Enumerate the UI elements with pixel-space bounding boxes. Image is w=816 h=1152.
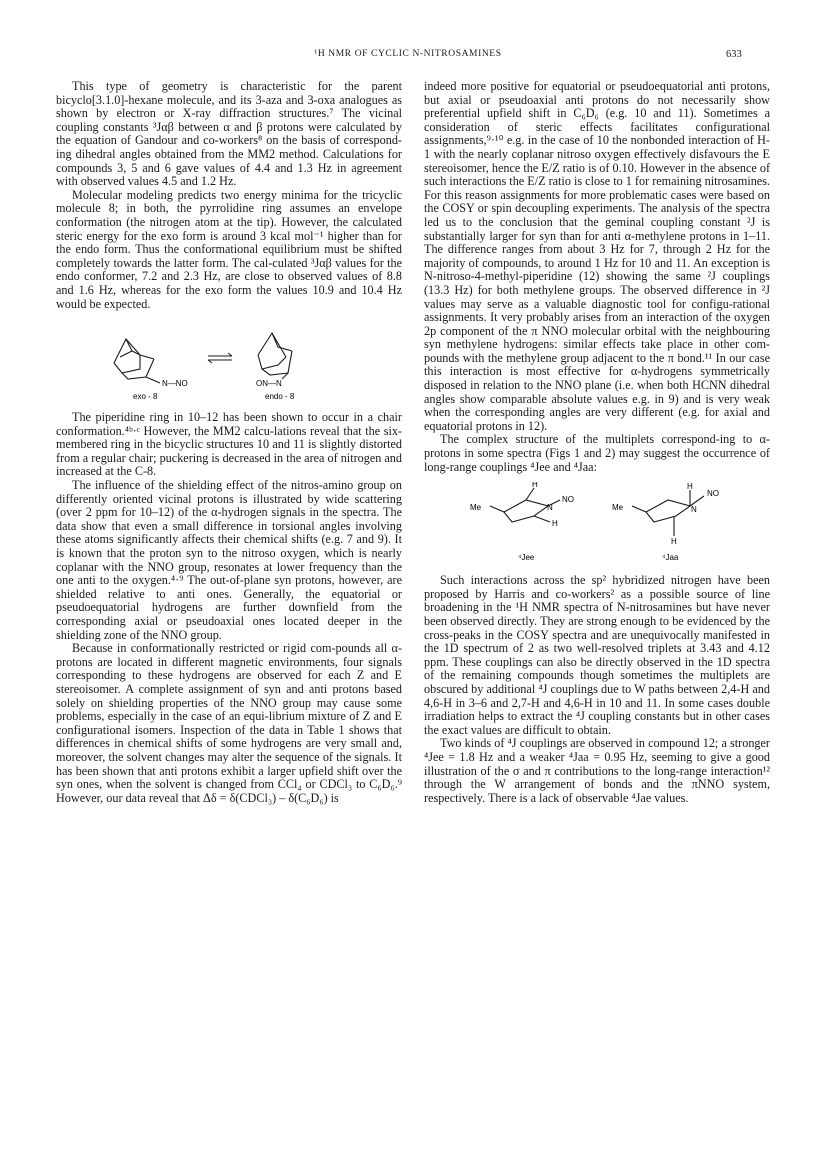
jee-h2-label: H — [552, 519, 558, 529]
jaa-caption: ⁴Jaa — [662, 553, 679, 563]
endo-8-structure — [258, 333, 292, 379]
left-column — [56, 80, 402, 805]
jee-h-label: H — [532, 482, 538, 490]
jaa-no-label: NO — [707, 489, 719, 499]
paragraph: indeed more positive for equatorial or pseudoequatorial anti protons, but axial or pseudoaxial anti protons do not necessarily show preferential upfield shift in C₆D₆ (e.g. 10 and 11). Sometimes a consideration of steric effects facilitates configurational assignments,⁹·¹⁰ e.g. in the case of 10 the nonbonded interaction of H-1 with the nearly coplanar nitroso oxygen effectively disfavours the E stereoisomer, hence the E/Z ratio is of 0.10. However in the absence of such interactions the E/Z ratio is close to 1 for remaining nitrosamines. For this reason assignments for more problematic cases were based on the COSY or spin decoupling experiments. The analysis of the spectra led us to the conclusion that the geminal coupling constant ²J is substantially larger for syn than for anti α-methylene protons in 1–11. The difference ranges from about 3 Hz for 7, through 2 Hz for the majority of compounds, to around 1 Hz for 10 and 11. An exception is N-nitroso-4-methyl-piperidine (12) showing the same ²J couplings (13.3 Hz) for both methylene groups. The observed difference in ²J values may serve as a valuable diagnostic tool for configu-rational assignments. It very probably arises from an interaction of the oxygen 2p component of the π NNO molecular orbital with the neighbouring syn methylene hydrogens: similar effects take place in other com-pounds with the methylene group adjacent to the π bond.¹¹ In our case this interaction is most effective for α-hydrogens symmetrically disposed in relation to the NNO plane (i.e. when both HCNN dihedral angles show comparable absolute values e.g. in 9) and is very weak when the corresponding angles are very different (e.g. for axial and equatorial protons in 12). — [424, 79, 770, 433]
endo-group-label: ON—N — [256, 379, 282, 389]
jee-caption: ⁴Jee — [518, 553, 535, 563]
equilibrium-structures-drawing — [56, 319, 402, 401]
paragraph: Two kinds of ⁴J couplings are observed in compound 12; a stronger ⁴Jee = 1.8 Hz and a weaker ⁴Jaa = 0.95 Hz, seeming to give a good illustration of the σ and π contributions to the long-range interaction¹² through the W arrangement of bonds and the πNNO system, respectively. There is a lack of observable ⁴Jae values. — [424, 736, 770, 805]
jaa-h2-label: H — [671, 537, 677, 547]
jee-no-label: NO — [562, 495, 574, 505]
figure-long-range-couplings — [424, 482, 770, 564]
jaa-methyl-label: Me — [612, 503, 624, 513]
long-range-coupling-structures-drawing — [424, 482, 770, 564]
page-number: 633 — [726, 49, 742, 60]
page-header — [0, 49, 816, 65]
exo-8-structure — [114, 339, 160, 383]
paragraph: This type of geometry is characteristic for the parent bicyclo[3.1.0]-hexane molecule, and its 3-aza and 3-oxa analogues as shown by electron or X-ray diffraction structures.⁷ The vicinal coupling constants ³Jαβ between α and β protons were calculated by the equation of Gandour and co-workers⁸ on the basis of correspond-ing dihedral angles obtained from the MM2 method. Calculations for compounds 3, 5 and 6 gave values of 4.4 and 1.3 Hz in agreement with observed values 4.5 and 1.2 Hz. — [56, 79, 402, 189]
running-head: ¹H NMR OF CYCLIC N-NITROSAMINES — [314, 49, 502, 59]
paragraph: Molecular modeling predicts two energy minima for the tricyclic molecule 8; in both, the pyrrolidine ring assumes an envelope conformation (the nitrogen atom at the tip). However, the calculated steric energy for the exo form is around 3 kcal mol⁻¹ higher than for the endo form. Thus the conformational equilibrium must be shifted completely towards the latter form. The cal-culated ³Jαβ values for the endo conformer, 7.2 and 2.3 Hz, are close to observed values of 8.8 and 1.6 Hz, whereas for the exo form the values 10.9 and 10.4 Hz would be expected. — [56, 187, 402, 311]
equilibrium-arrows — [208, 353, 232, 363]
paragraph: The piperidine ring in 10–12 has been shown to occur in a chair conformation.⁴ᵇ·ᶜ However, the MM2 calcu-lations reveal that the six-membered ring in the bicyclic structures 10 and 11 is slightly distorted from a regular chair; puckering is decreased in the area of nitrogen and increased at the C-8. — [56, 410, 402, 479]
paragraph: Such interactions across the sp² hybridized nitrogen have been proposed by Harris and co-workers² as a possible source of line broadening in the ¹H NMR spectra of N-nitrosamines but have never been observed directly. They are strong enough to be evidenced by the cross-peaks in the COSY spectra and are unequivocally manifested in the 1D spectrum of 2 as two well-resolved triplets at 3.43 and 4.12 ppm. These couplings can also be directly observed in the 1D spectra of the remaining compounds though sometimes the multiplets are obscured by additional ⁴J couplings due to W paths between 2,4-H and 4,6-H in 3–6 and 2,7-H and 4,6-H in 10 and 11. In some cases double irradiation helps to extract the ⁴J coupling constants but in other cases the exact values are difficult to obtain. — [424, 573, 770, 737]
jee-methyl-label: Me — [470, 503, 482, 513]
paragraph: The complex structure of the multiplets correspond-ing to α-protons in some spectra (Figs 1 and 2) may suggest the occurrence of long-range couplings ⁴Jee and ⁴Jaa: — [424, 432, 770, 474]
figure-exo-endo-equilibrium — [56, 319, 402, 401]
jee-n-label: N — [547, 503, 553, 513]
jaa-n-label: N — [691, 505, 697, 515]
paragraph: The influence of the shielding effect of the nitros-amino group on differently oriented vicinal protons is illustrated by wide scattering (over 2 ppm for 10–12) of the α-hydrogen signals in the spectra. The data show that even a small difference in torsional angles involving these atoms significantly affects their chemical shifts (e.g. 7 and 9). It is known that the proton syn to the nitroso oxygen, which is nearly coplanar with the NNO group, resonates at lower frequency than the one anti to the oxygen.⁴·⁹ The out-of-plane syn protons, however, are shielded relative to anti ones. Generally, the equatorial or pseudoequatorial hydrogens are further downfield from the corresponding axial or pseudoaxial ones located deeper in the shielding zone of the NNO group. — [56, 478, 402, 642]
jaa-h-label: H — [687, 482, 693, 492]
endo-8-label: endo - 8 — [265, 392, 295, 402]
exo-8-label: exo - 8 — [133, 392, 158, 402]
exo-group-label: N—NO — [162, 379, 188, 389]
paragraph: Because in conformationally restricted or rigid com-pounds all α-protons are located in different magnetic environments, four signals corresponding to these hydrogens are observed for each Z and E stereoisomer. A complete assignment of syn and anti protons based solely on shielding properties of the NNO group may cause some problems, especially in the case of an equi-librium mixture of Z and E configurational isomers. Inspection of the data in Table 1 shows that differences in chemical shifts of some hydrogens are very small and, moreover, the solvent changes may alter the sequence of the signals. It has been shown that anti protons exhibit a larger upfield shift over the syn ones, when the solvent is changed from CCl₄ or CDCl₃ to C₆D₆.⁹ However, our data reveal that Δδ = δ(CDCl₃) – δ(C₆D₆) is — [56, 641, 402, 805]
right-column — [424, 80, 770, 805]
